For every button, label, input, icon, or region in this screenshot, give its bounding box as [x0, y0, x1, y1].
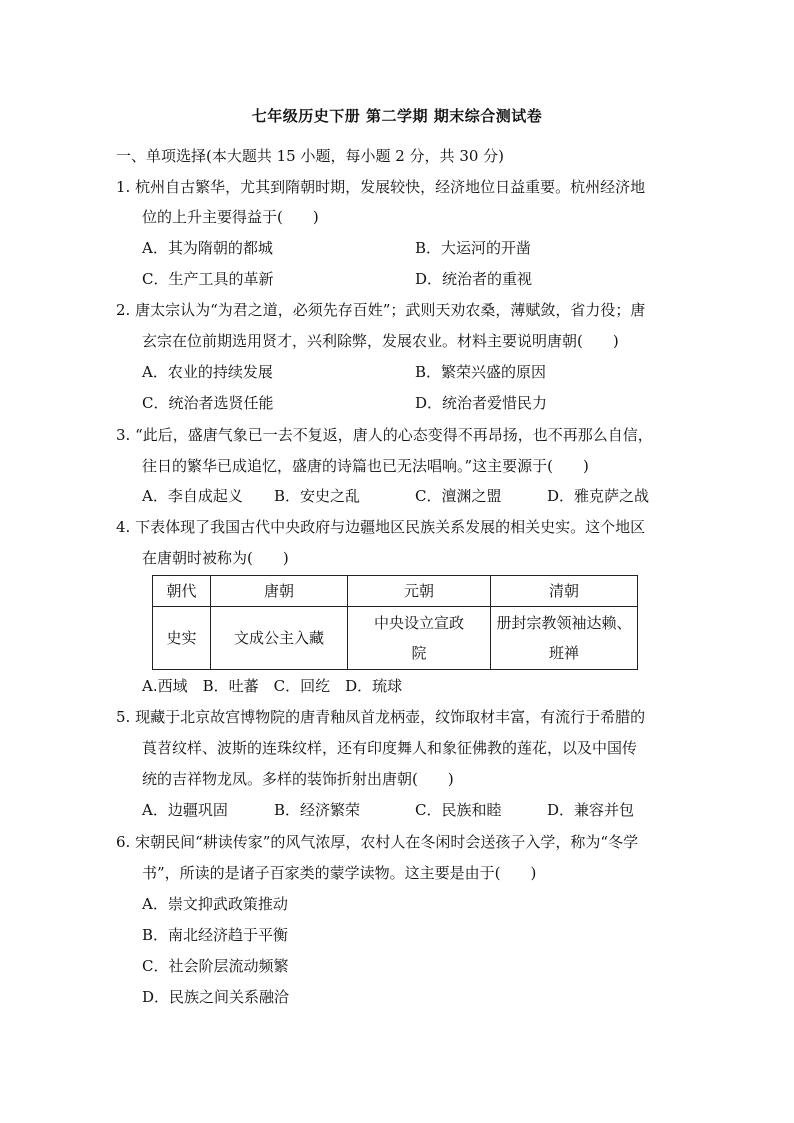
table-header-tang: 唐朝: [211, 576, 348, 607]
question-3-option-d: D．雅克萨之战: [547, 487, 650, 505]
question-4-options: A.西域 B．吐蕃 C．回纥 D．琉球: [142, 677, 403, 695]
question-5-line-3: 统的吉祥物龙凤。多样的装饰折射出唐朝( ): [142, 770, 454, 788]
question-3-option-b: B．安史之乱: [274, 487, 361, 505]
question-3-line-2: 往日的繁华已成追忆，盛唐的诗篇也已无法唱响。”这主要源于( ): [142, 457, 589, 475]
question-2-line-2: 玄宗在位前期选用贤才，兴利除弊，发展农业。材料主要说明唐朝( ): [142, 332, 619, 350]
question-1-line-1: 1. 杭州自古繁华，尤其到隋朝时期，发展较快，经济地位日益重要。杭州经济地: [116, 178, 646, 196]
table-cell-tang: 文成公主入藏: [211, 607, 348, 670]
section-heading: 一、单项选择(本大题共 15 小题，每小题 2 分，共 30 分): [116, 147, 505, 165]
table-header-dynasty: 朝代: [153, 576, 211, 607]
question-1-option-b: B．大运河的开凿: [415, 239, 532, 257]
question-5-option-b: B．经济繁荣: [274, 801, 361, 819]
question-1-option-c: C．生产工具的革新: [142, 270, 274, 288]
table-cell-yuan: [348, 607, 491, 670]
table-cell-yuan-line-1: 中央设立宣政: [373, 614, 464, 632]
question-2-option-a: A．农业的持续发展: [142, 363, 273, 381]
question-6-line-2: 书”，所读的是诸子百家类的蒙学读物。这主要是由于( ): [142, 864, 537, 882]
question-6-option-d: D．民族之间关系融洽: [142, 988, 290, 1006]
table-header-qing: 清朝: [491, 576, 638, 607]
question-6-option-c: C．社会阶层流动频繁: [142, 957, 289, 975]
table-header-row: [153, 576, 638, 607]
question-3-line-1: 3. “此后，盛唐气象已一去不复返，唐人的心态变得不再昂扬，也不再那么自信，: [116, 426, 653, 444]
table-cell-yuan-line-2: 院: [411, 644, 427, 662]
question-5-option-c: C．民族和睦: [415, 801, 502, 819]
question-4-line-1: 4. 下表体现了我国古代中央政府与边疆地区民族关系发展的相关史实。这个地区: [116, 518, 646, 536]
question-5-option-d: D．兼容并包: [547, 801, 635, 819]
table-cell-qing: [491, 607, 638, 670]
question-4-line-2: 在唐朝时被称为( ): [142, 549, 289, 567]
question-2-option-d: D．统治者爱惜民力: [415, 394, 548, 412]
question-6-option-a: A．崇文抑武政策推动: [142, 895, 288, 913]
question-3-option-a: A．李自成起义: [142, 487, 243, 505]
question-1-option-a: A．其为隋朝的都城: [142, 239, 273, 257]
table-row: [153, 607, 638, 670]
table-header-yuan: 元朝: [348, 576, 491, 607]
question-1-line-2: 位的上升主要得益于( ): [142, 208, 319, 226]
question-5-line-2: 莨苕纹样、波斯的连珠纹样，还有印度舞人和象征佛教的莲花，以及中国传: [142, 739, 638, 757]
table-cell-facts: 史实: [153, 607, 211, 670]
question-6-line-1: 6. 宋朝民间“耕读传家”的风气浓厚，农村人在冬闲时会送孩子入学，称为“冬学: [116, 833, 639, 851]
question-3-option-c: C．澶渊之盟: [415, 487, 502, 505]
question-5-line-1: 5. 现藏于北京故宫博物院的唐青釉凤首龙柄壶，纹饰取材丰富，有流行于希腊的: [116, 708, 646, 726]
history-table: [152, 575, 638, 670]
question-2-option-c: C．统治者选贤任能: [142, 394, 274, 412]
question-2-option-b: B．繁荣兴盛的原因: [415, 363, 547, 381]
question-2-line-1: 2. 唐太宗认为“为君之道，必须先存百姓”；武则天劝农桑，薄赋敛，省力役；唐: [116, 301, 646, 319]
question-6-option-b: B．南北经济趋于平衡: [142, 926, 289, 944]
question-5-option-a: A．边疆巩固: [142, 801, 228, 819]
table-cell-qing-line-2: 班禅: [548, 644, 579, 662]
question-1-option-d: D．统治者的重视: [415, 270, 533, 288]
table-cell-qing-line-1: 册封宗教领袖达赖、: [496, 614, 632, 632]
exam-title: 七年级历史下册 第二学期 期末综合测试卷: [251, 107, 543, 125]
